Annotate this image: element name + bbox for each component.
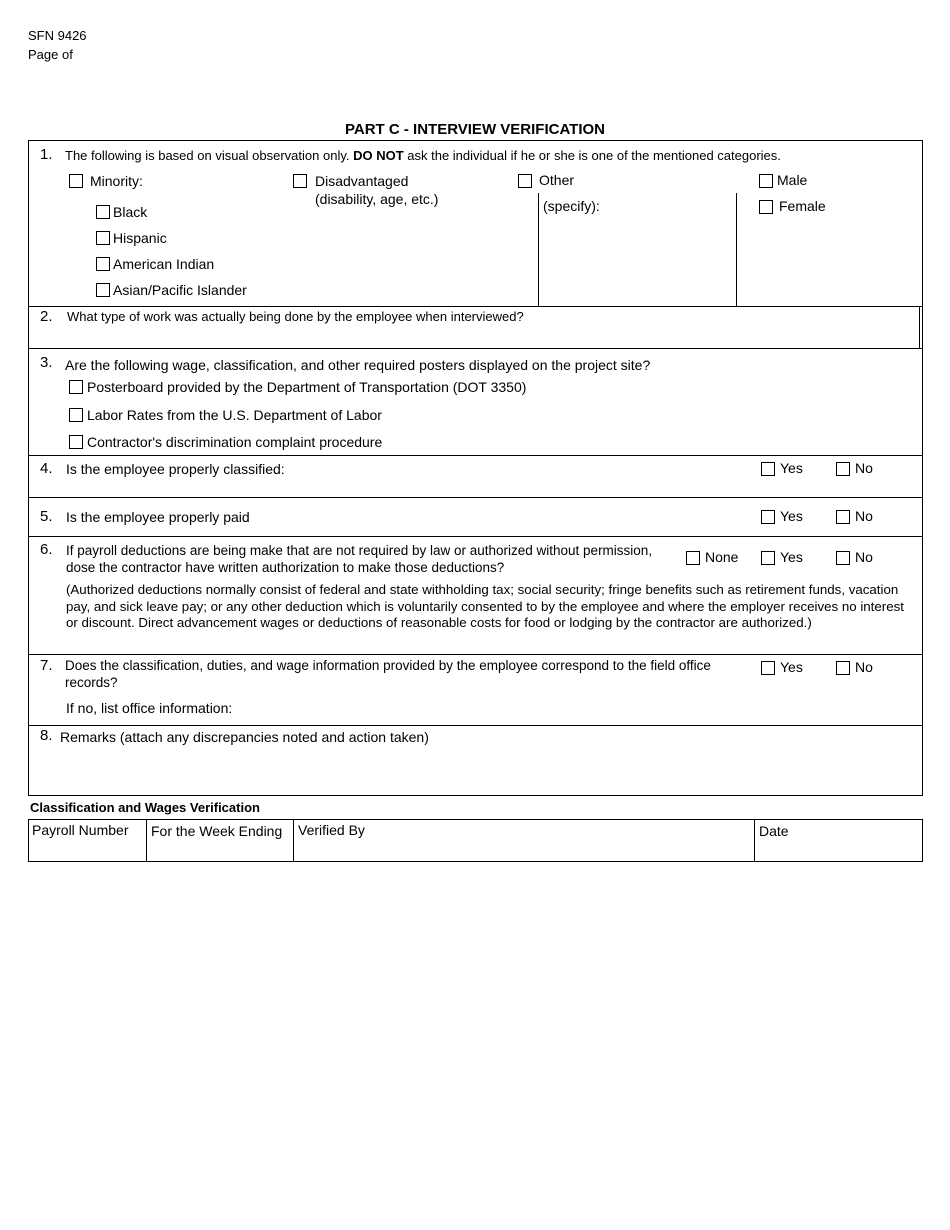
minority-label: Minority:	[90, 173, 143, 189]
divider-q4	[28, 497, 923, 498]
q6-no-label: No	[855, 549, 873, 565]
asian-pacific-label: Asian/Pacific Islander	[113, 282, 247, 298]
other-left-line	[538, 193, 539, 306]
labor-rates-label: Labor Rates from the U.S. Department of Labor	[87, 407, 382, 423]
q6-text-line1: If payroll deductions are being make that are not required by law or authorized without permission,	[66, 543, 653, 558]
q6-number: 6.	[40, 541, 53, 558]
payroll-number-field[interactable]: Payroll Number	[32, 822, 129, 838]
q7-if-no-label: If no, list office information:	[66, 700, 233, 716]
divider-q7	[28, 725, 923, 726]
q1-text: The following is based on visual observation only. DO NOT ask the individual if he or she is one of the mentioned categories.	[65, 148, 781, 163]
black-label: Black	[113, 204, 148, 220]
page-label: Page of	[28, 47, 73, 62]
q8-number: 8.	[40, 727, 53, 744]
page-title: PART C - INTERVIEW VERIFICATION	[344, 121, 605, 138]
wages-divider-1	[146, 819, 147, 862]
q8-text: Remarks (attach any discrepancies noted and action taken)	[60, 729, 429, 745]
posterboard-label: Posterboard provided by the Department of Transportation (DOT 3350)	[87, 379, 527, 395]
hispanic-checkbox[interactable]	[96, 231, 110, 245]
date-field[interactable]: Date	[759, 823, 789, 839]
q6-no-checkbox[interactable]	[836, 551, 850, 565]
american-indian-label: American Indian	[113, 256, 215, 272]
complaint-procedure-checkbox[interactable]	[69, 435, 83, 449]
q5-yes-label: Yes	[780, 508, 803, 524]
q4-yes-checkbox[interactable]	[761, 462, 775, 476]
american-indian-checkbox[interactable]	[96, 257, 110, 271]
verified-by-field[interactable]: Verified By	[298, 822, 365, 838]
q6-yes-checkbox[interactable]	[761, 551, 775, 565]
q7-yes-label: Yes	[780, 659, 803, 675]
q2-text: What type of work was actually being done by the employee when interviewed?	[67, 309, 524, 324]
q5-no-label: No	[855, 508, 873, 524]
q6-note: (Authorized deductions normally consist of federal and state withholding tax; social security; fringe benefits such as retirement funds, vacation pay, and sick leave pay; or any other deduction which is voluntarily consented to by the employee and where the employer receives no interest or discount. Direct advancement wages or deductions of reasonable costs for food or lodging by the contractor are authorized.)	[66, 582, 904, 631]
other-checkbox[interactable]	[518, 174, 532, 188]
q3-number: 3.	[40, 354, 53, 371]
q7-no-checkbox[interactable]	[836, 661, 850, 675]
hispanic-label: Hispanic	[113, 230, 167, 246]
q7-text-line1: Does the classification, duties, and wage information provided by the employee correspond to the field office	[65, 658, 711, 673]
q3-text: Are the following wage, classification, and other required posters displayed on the project site?	[65, 357, 651, 373]
specify-label: (specify):	[543, 198, 600, 214]
gender-left-line	[736, 193, 737, 306]
labor-rates-checkbox[interactable]	[69, 408, 83, 422]
divider-q2-right	[919, 306, 920, 349]
q4-no-label: No	[855, 460, 873, 476]
q7-no-label: No	[855, 659, 873, 675]
q7-yes-checkbox[interactable]	[761, 661, 775, 675]
q4-no-checkbox[interactable]	[836, 462, 850, 476]
q4-yes-label: Yes	[780, 460, 803, 476]
other-label: Other	[539, 172, 575, 188]
wages-heading: Classification and Wages Verification	[30, 800, 260, 815]
wages-divider-3	[754, 819, 755, 862]
q4-text: Is the employee properly classified:	[66, 461, 285, 477]
q5-text: Is the employee properly paid	[66, 509, 250, 525]
q6-none-label: None	[705, 549, 739, 565]
male-checkbox[interactable]	[759, 174, 773, 188]
q7-number: 7.	[40, 657, 53, 674]
black-checkbox[interactable]	[96, 205, 110, 219]
q1-number: 1.	[40, 146, 53, 163]
form-number: SFN 9426	[28, 28, 87, 43]
minority-checkbox[interactable]	[69, 174, 83, 188]
posterboard-checkbox[interactable]	[69, 380, 83, 394]
female-checkbox[interactable]	[759, 200, 773, 214]
divider-q5	[28, 536, 923, 537]
disadvantaged-checkbox[interactable]	[293, 174, 307, 188]
q4-number: 4.	[40, 460, 53, 477]
female-label: Female	[779, 198, 826, 214]
q5-number: 5.	[40, 508, 53, 525]
complaint-procedure-label: Contractor's discrimination complaint procedure	[87, 434, 383, 450]
q5-yes-checkbox[interactable]	[761, 510, 775, 524]
q5-no-checkbox[interactable]	[836, 510, 850, 524]
q6-none-checkbox[interactable]	[686, 551, 700, 565]
disadvantaged-note: (disability, age, etc.)	[315, 191, 439, 207]
divider-q3	[28, 455, 923, 456]
wages-divider-2	[293, 819, 294, 862]
asian-pacific-checkbox[interactable]	[96, 283, 110, 297]
week-ending-field[interactable]: For the Week Ending	[151, 823, 283, 839]
divider-q1	[28, 306, 923, 307]
q7-text-line2: records?	[65, 675, 118, 690]
q6-yes-label: Yes	[780, 549, 803, 565]
q2-number: 2.	[40, 308, 53, 325]
disadvantaged-label: Disadvantaged	[315, 173, 409, 189]
divider-q6	[28, 654, 923, 655]
male-label: Male	[777, 172, 808, 188]
q6-text-line2: dose the contractor have written authorization to make those deductions?	[66, 560, 505, 575]
divider-q2	[28, 348, 923, 349]
